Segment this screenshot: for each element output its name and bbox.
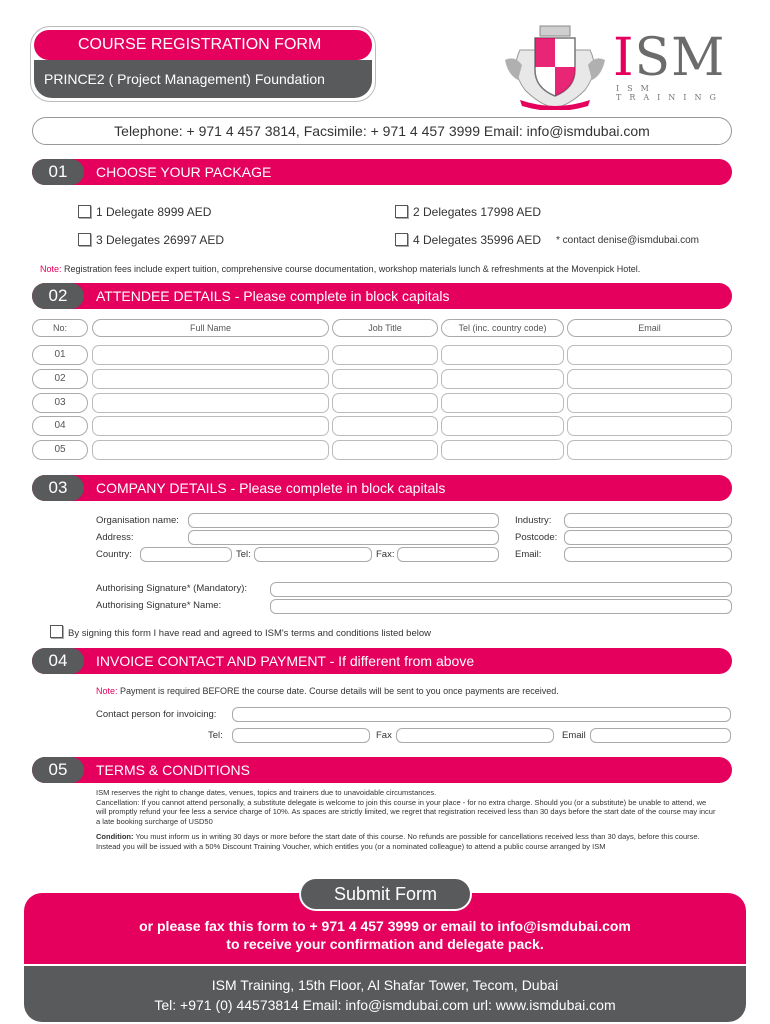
package-4-checkbox[interactable]	[395, 233, 541, 247]
checkbox-icon	[78, 233, 91, 246]
section-02-bar	[32, 283, 732, 309]
section-01-bar	[32, 159, 732, 185]
full-name-input[interactable]	[92, 369, 329, 389]
job-title-input[interactable]	[332, 416, 438, 436]
job-title-input[interactable]	[332, 345, 438, 365]
row-number: 02	[32, 369, 88, 389]
invoice-email-input[interactable]	[590, 728, 731, 743]
signature-input[interactable]	[270, 582, 732, 597]
invoice-fax-label: Fax	[376, 730, 392, 741]
company-email-input[interactable]	[564, 547, 732, 562]
postcode-label: Postcode:	[515, 532, 558, 543]
contact-person-input[interactable]	[232, 707, 731, 722]
section-title: INVOICE CONTACT AND PAYMENT - If different from above	[96, 653, 475, 669]
terms-condition: Condition: You must inform us in writing 30 days or more before the start date of this course. No refunds are possible for cancellations received less than 30 days, before this course. Instead you will be issued with a 50% Discount Training Voucher, which entitles you (or a nominated colleague) to attend a public course arranged by ISM	[96, 832, 700, 851]
address-input[interactable]	[188, 530, 499, 545]
col-header-job-title: Job Title	[332, 319, 438, 337]
package-label: 1 Delegate 8999 AED	[96, 205, 212, 219]
email-input[interactable]	[567, 440, 732, 460]
job-title-input[interactable]	[332, 393, 438, 413]
package-contact-note: * contact denise@ismdubai.com	[556, 235, 699, 246]
footer-address: ISM Training, 15th Floor, Al Shafar Tower, Tecom, Dubai	[211, 977, 559, 993]
organisation-input[interactable]	[188, 513, 499, 528]
contact-bar: Telephone: + 971 4 457 3814, Facsimile: + 971 4 457 3999 Email: info@ismdubai.com	[32, 117, 732, 145]
signature-name-input[interactable]	[270, 599, 732, 614]
industry-input[interactable]	[564, 513, 732, 528]
terms-agree-label: By signing this form I have read and agreed to ISM's terms and conditions listed below	[68, 628, 432, 639]
checkbox-icon	[395, 205, 408, 218]
tel-input[interactable]	[441, 369, 564, 389]
section-title: TERMS & CONDITIONS	[96, 762, 251, 778]
section-03-bar	[32, 475, 732, 501]
tel-input[interactable]	[441, 393, 564, 413]
country-label: Country:	[96, 549, 132, 560]
ism-crest-logo	[500, 20, 610, 110]
footer-contact: Tel: +971 (0) 44573814 Email: info@ismdubai.com url: www.ismdubai.com	[154, 997, 616, 1013]
tel-input[interactable]	[441, 440, 564, 460]
signature-name-label: Authorising Signature* Name:	[96, 600, 222, 611]
ism-logo-text: ISM	[613, 28, 726, 88]
package-label: 4 Delegates 35996 AED	[413, 233, 542, 247]
email-input[interactable]	[567, 416, 732, 436]
checkbox-icon	[395, 233, 408, 246]
tel-input[interactable]	[441, 345, 564, 365]
checkbox-icon	[50, 625, 63, 638]
submit-form-button[interactable]: Submit Form	[299, 877, 472, 911]
invoice-tel-input[interactable]	[232, 728, 370, 743]
section-number: 04	[32, 648, 84, 674]
section-number: 03	[32, 475, 84, 501]
invoice-fax-input[interactable]	[396, 728, 554, 743]
tel-input[interactable]	[441, 416, 564, 436]
package-3-checkbox[interactable]	[78, 233, 224, 247]
section-number: 01	[32, 159, 84, 185]
full-name-input[interactable]	[92, 416, 329, 436]
email-input[interactable]	[567, 393, 732, 413]
row-number: 05	[32, 440, 88, 460]
tel-label: Tel:	[236, 549, 251, 560]
checkbox-icon	[78, 205, 91, 218]
terms-text	[96, 788, 716, 857]
fax-label: Fax:	[376, 549, 395, 560]
section-05-bar	[32, 757, 732, 783]
terms-paragraph: ISM reserves the right to change dates, venues, topics and trainers due to unavoidable circumstances. Cancellation: If you cannot attend personally, a substitute delegate is welcome to join this course in your place - for no extra charge. Should you (or a substitute) be unable to attend, we will promptly refund your fee less a service charge of 10%. As spaces are strictly limited, we regret that registration received less than 30 days before the start date of the course may incur a late booking surcharge of USD50	[96, 788, 716, 826]
invoice-tel-label: Tel:	[208, 730, 223, 741]
course-subtitle: PRINCE2 ( Project Management) Foundation	[34, 60, 372, 98]
section-number: 05	[32, 757, 84, 783]
company-fax-input[interactable]	[397, 547, 499, 562]
job-title-input[interactable]	[332, 369, 438, 389]
package-label: 2 Delegates 17998 AED	[413, 205, 542, 219]
footer	[24, 964, 746, 1022]
signature-mandatory-label: Authorising Signature* (Mandatory):	[96, 583, 248, 594]
submit-instructions: or please fax this form to + 971 4 457 3999 or email to info@ismdubai.com to receive your confirmation and delegate pack.	[139, 918, 631, 952]
job-title-input[interactable]	[332, 440, 438, 460]
industry-label: Industry:	[515, 515, 552, 526]
full-name-input[interactable]	[92, 440, 329, 460]
company-email-label: Email:	[515, 549, 542, 560]
organisation-label: Organisation name:	[96, 515, 179, 526]
col-header-full-name: Full Name	[92, 319, 329, 337]
row-number: 01	[32, 345, 88, 365]
row-number: 03	[32, 393, 88, 413]
section-title: CHOOSE YOUR PACKAGE	[96, 164, 272, 180]
email-input[interactable]	[567, 369, 732, 389]
section-title: COMPANY DETAILS - Please complete in block capitals	[96, 480, 446, 496]
ism-logo-subtitle: ISM TRAINING	[616, 84, 724, 102]
payment-note: Note: Payment is required BEFORE the course date. Course details will be sent to you once payments are received.	[96, 686, 559, 696]
country-input[interactable]	[140, 547, 232, 562]
section-number: 02	[32, 283, 84, 309]
row-number: 04	[32, 416, 88, 436]
col-header-no: No:	[32, 319, 88, 337]
package-2-checkbox[interactable]	[395, 205, 541, 219]
section-title: ATTENDEE DETAILS - Please complete in block capitals	[96, 288, 450, 304]
full-name-input[interactable]	[92, 345, 329, 365]
form-title: COURSE REGISTRATION FORM	[34, 30, 372, 60]
invoice-email-label: Email	[562, 730, 586, 741]
col-header-tel: Tel (inc. country code)	[441, 319, 564, 337]
terms-agree-checkbox[interactable]	[50, 625, 431, 641]
fee-note: Note: Registration fees include expert tuition, comprehensive course documentation, workshop materials lunch & refreshments at the Movenpick Hotel.	[40, 264, 641, 274]
col-header-email: Email	[567, 319, 732, 337]
company-tel-input[interactable]	[254, 547, 372, 562]
postcode-input[interactable]	[564, 530, 732, 545]
package-label: 3 Delegates 26997 AED	[96, 233, 225, 247]
package-1-checkbox[interactable]	[78, 205, 211, 219]
email-input[interactable]	[567, 345, 732, 365]
contact-person-label: Contact person for invoicing:	[96, 709, 217, 720]
full-name-input[interactable]	[92, 393, 329, 413]
section-04-bar	[32, 648, 732, 674]
address-label: Address:	[96, 532, 134, 543]
